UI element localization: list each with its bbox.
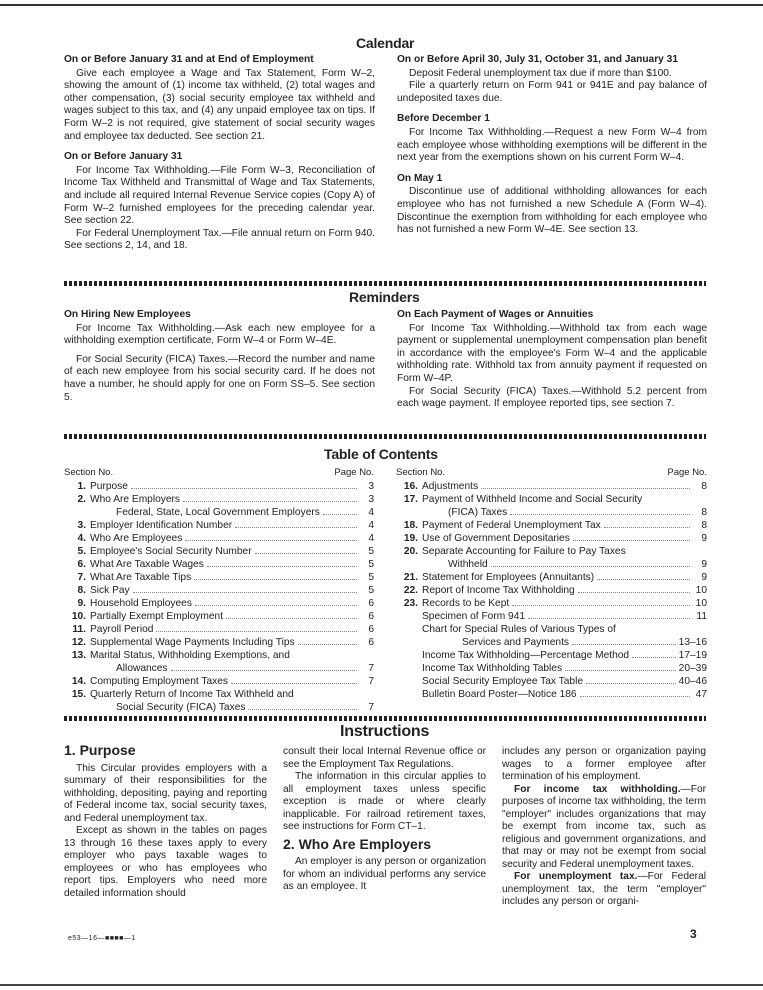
toc-entry-title: Bulletin Board Poster—Notice 186 <box>422 689 577 700</box>
toc-entry <box>396 519 707 532</box>
toc-entry <box>396 532 707 545</box>
toc-page-number: 13–16 <box>678 637 707 648</box>
toc-entry-title: Income Tax Withholding—Percentage Method <box>422 650 630 661</box>
toc-page-number: 11 <box>696 611 707 622</box>
toc-section-number: 19. <box>403 533 418 544</box>
toc-page-number: 5 <box>368 559 374 570</box>
instructions-title: Instructions <box>340 723 430 740</box>
toc-entry <box>396 610 707 623</box>
bold-lead: For unemployment tax. <box>514 871 638 882</box>
toc-section-number: 4. <box>77 533 86 544</box>
toc-leader <box>231 676 357 684</box>
toc-entry <box>64 545 374 558</box>
toc-entry <box>396 636 707 649</box>
toc-page-number: 47 <box>695 689 707 700</box>
toc-entry <box>396 558 707 571</box>
toc-leader <box>183 494 357 502</box>
toc-section-number: 1. <box>77 481 86 492</box>
toc-leader <box>323 507 357 515</box>
rem-para: For Income Tax Withholding.—Ask each new employee for a withholding exemption certificate, Form W–4 or Form W–4E. <box>64 322 375 347</box>
toc-leader <box>195 598 357 606</box>
toc-entry-title: Quarterly Return of Income Tax Withheld and <box>90 689 294 700</box>
toc-section-number: 8. <box>77 585 86 596</box>
toc-entry-title: Records to be Kept <box>422 598 510 609</box>
cal-para: For Income Tax Withholding.—File Form W–3, Reconciliation of Income Tax Withheld and Transmittal of Wage and Tax Statements, and include all required Internal Revenue Service copies (Copy A) of Form W–2 furnished employees for the preceding calendar year. See section 22. <box>64 164 375 227</box>
toc-entry-title: What Are Taxable Wages <box>90 559 204 570</box>
toc-entry <box>396 571 707 584</box>
toc-section-number: 3. <box>77 520 86 531</box>
toc-entry-title: Chart for Special Rules of Various Types of <box>422 624 616 635</box>
toc-leader <box>491 559 690 567</box>
toc-page-number: 9 <box>701 533 707 544</box>
toc-page-number: 17–19 <box>678 650 707 661</box>
toc-entry <box>64 519 374 532</box>
toc-entry <box>396 662 707 675</box>
toc-section-number: 6. <box>77 559 86 570</box>
instr-para: This Circular provides employers with a summary of their responsibilities for the withholding, depositing, paying and reporting of Federal income tax, social security taxes, and Federal unemployment tax. <box>64 762 267 824</box>
toc-entry <box>396 597 707 610</box>
toc-section-number: 12. <box>71 637 86 648</box>
toc-leader <box>255 546 357 554</box>
rem-para: For Social Security (FICA) Taxes.—Withhold 5.2 percent from each wage payment. If employee reported tips, see section 7. <box>397 385 707 410</box>
toc-page-number: 7 <box>368 663 374 674</box>
toc-entry <box>64 610 374 623</box>
toc-entry-title: Use of Government Depositaries <box>422 533 570 544</box>
top-rule <box>0 4 763 6</box>
toc-entry-title: Supplemental Wage Payments Including Tips <box>90 637 295 648</box>
toc-entry-title: Federal, State, Local Government Employers <box>116 507 320 518</box>
toc-page-number: 4 <box>368 533 374 544</box>
toc-section-number: 7. <box>77 572 86 583</box>
toc-section-number: 22. <box>403 585 418 596</box>
toc-leader <box>528 611 690 619</box>
toc-entry-title: Report of Income Tax Withholding <box>422 585 575 596</box>
toc-entry-title: (FICA) Taxes <box>448 507 508 518</box>
toc-leader <box>156 624 357 632</box>
toc-section-number: 14. <box>71 676 86 687</box>
toc-leader <box>573 533 690 541</box>
instr-para: includes any person or organization paying wages to a former employee after termination of his employment. <box>502 746 706 782</box>
instr-para <box>502 871 706 909</box>
toc-page-number: 4 <box>368 507 374 518</box>
toc-entry <box>396 688 707 701</box>
toc-entry-title: Marital Status, Withholding Exemptions, and <box>90 650 290 661</box>
toc-entry-title: Separate Accounting for Failure to Pay Taxes <box>422 546 626 557</box>
reminders-left <box>64 309 375 404</box>
toc-section-number: 11. <box>72 624 86 635</box>
rem-para: For Social Security (FICA) Taxes.—Record the number and name of each new employee from his social security card. If he does not have a number, he should apply for one on Form SS–5. See section 5. <box>64 353 375 403</box>
toc-section-number: 15. <box>71 689 86 700</box>
divider <box>64 281 706 286</box>
bold-lead: For income tax withholding. <box>514 783 681 795</box>
toc-page-number: 5 <box>368 572 374 583</box>
toc-section-number: 5. <box>77 546 86 557</box>
toc-page-number: 6 <box>368 624 374 635</box>
toc-entry-title: Household Employees <box>90 598 192 609</box>
toc-right <box>396 466 707 701</box>
toc-entry <box>396 480 707 493</box>
cal-heading: On or Before January 31 <box>64 151 183 163</box>
toc-entry <box>396 506 707 519</box>
toc-entry-title: Payment of Withheld Income and Social Security <box>422 494 643 505</box>
toc-entry <box>64 649 374 662</box>
instr-para: An employer is any person or organization for whom an individual performs any service as an employee. It <box>283 856 486 892</box>
toc-entry <box>64 480 374 493</box>
toc-entry-title: Employee's Social Security Number <box>90 546 252 557</box>
toc-page-number: 7 <box>368 702 374 713</box>
toc-leader <box>578 585 690 593</box>
toc-page-number: 20–39 <box>678 663 707 674</box>
toc-leader <box>604 520 690 528</box>
toc-entry-title: Withheld <box>448 559 488 570</box>
toc-entry <box>64 675 374 688</box>
toc-entry <box>396 584 707 597</box>
toc-entry <box>396 675 707 688</box>
section-heading: 1. Purpose <box>64 742 136 758</box>
toc-leader <box>235 520 357 528</box>
toc-page-number: 8 <box>701 507 707 518</box>
toc-entry-title: Purpose <box>90 481 128 492</box>
toc-section-number: 17. <box>403 494 418 505</box>
toc-entry-title: Statement for Employees (Annuitants) <box>422 572 595 583</box>
toc-page-number: 8 <box>701 520 707 531</box>
toc-page-number: 40–46 <box>678 676 707 687</box>
instr-col-2 <box>283 746 486 894</box>
para-text: —For Federal unemployment tax, the term "employer" includes any person or organi- <box>502 871 707 907</box>
toc-leader <box>133 585 357 593</box>
bottom-rule <box>0 984 763 986</box>
toc-leader <box>565 663 676 671</box>
cal-para: Deposit Federal unemployment tax due if more than $100. <box>409 67 672 79</box>
toc-entry-title: Partially Exempt Employment <box>90 611 224 622</box>
toc-page-number: 8 <box>701 481 707 492</box>
toc-page-label: Page No. <box>334 467 374 478</box>
toc-section-number: 20. <box>403 546 418 557</box>
cal-para: Give each employee a Wage and Tax Statement, Form W–2, showing the amount of (1) income tax withheld, (2) total wages and other compensation, (3) social security employee tax withheld and wages subject to this tax, and (4) any unpaid employee tax on tips. If Form W–2 is not required, give statement of social security wages and employee tax deducted. See section 21. <box>64 67 375 142</box>
para-text: —For purposes of income tax withholding, the term "employer" includes organizations that may be exempt from income tax, such as religious and government organizations, and that may or may not be exempt from social security and Federal unemployment taxes. <box>502 783 706 870</box>
calendar-title: Calendar <box>356 35 415 51</box>
toc-page-number: 3 <box>368 481 374 492</box>
calendar-left <box>64 54 375 253</box>
cal-heading: On May 1 <box>397 172 443 184</box>
toc-leader <box>248 702 357 710</box>
toc-entry <box>64 558 374 571</box>
toc-leader <box>226 611 357 619</box>
instr-para <box>502 784 706 872</box>
instr-col-1 <box>64 740 267 900</box>
reminders-title: Reminders <box>349 289 420 305</box>
cal-heading: On or Before January 31 and at End of Employment <box>64 54 314 65</box>
toc-entry-title: Employer Identification Number <box>90 520 233 531</box>
rem-heading: On Each Payment of Wages or Annuities <box>397 309 594 320</box>
toc-section-number: 16. <box>403 481 418 492</box>
toc-section-label: Section No. <box>396 467 446 478</box>
toc-entry-title: Sick Pay <box>90 585 130 596</box>
toc-page-label: Page No. <box>667 467 707 478</box>
section-heading: 2. Who Are Employers <box>283 835 432 852</box>
toc-entry <box>64 532 374 545</box>
toc-leader <box>131 481 357 489</box>
toc-entry <box>64 571 374 584</box>
toc-entry <box>64 701 374 714</box>
toc-page-number: 7 <box>368 676 374 687</box>
cal-heading: Before December 1 <box>397 113 490 125</box>
toc-entry-title: Specimen of Form 941 <box>422 611 526 622</box>
toc-page-number: 10 <box>695 598 707 609</box>
cal-para: Discontinue use of additional withholding allowances for each employee who has not furnished a new Schedule A (Form W–4). Discontinue the exemption from withholding for each employee who has not furnished a new Form W–4E. See section 13. <box>397 186 707 236</box>
toc-entry-title: Services and Payments <box>462 637 570 648</box>
toc-leader <box>597 572 690 580</box>
toc-entry-title: Allowances <box>116 663 168 674</box>
reminders-right <box>397 309 707 411</box>
toc-page-number: 9 <box>701 572 707 583</box>
toc-entry <box>64 506 374 519</box>
toc-entry-title: Payment of Federal Unemployment Tax <box>422 520 601 531</box>
toc-left <box>64 466 374 714</box>
cal-heading: On or Before April 30, July 31, October 31, and January 31 <box>397 54 679 65</box>
toc-section-number: 21. <box>403 572 418 583</box>
toc-entry-title: Adjustments <box>422 481 479 492</box>
toc-entry-title: Income Tax Withholding Tables <box>422 663 563 674</box>
toc-page-number: 5 <box>368 546 374 557</box>
toc-section-label: Section No. <box>64 467 114 478</box>
toc-entry <box>64 623 374 636</box>
footer-code: e53—16—■■■■—1 <box>68 935 136 942</box>
toc-leader <box>580 689 690 697</box>
cal-para: For Income Tax Withholding.—Request a new Form W–4 from each employee whose withholding exemptions will be different in the next year from the exemptions shown on his current Form W–4. <box>397 126 707 164</box>
toc-entry-title: What Are Taxable Tips <box>90 572 192 583</box>
toc-entry <box>396 493 707 506</box>
toc-leader <box>510 507 690 515</box>
instr-col-3 <box>502 746 706 909</box>
page-number: 3 <box>690 927 697 941</box>
instr-para: consult their local Internal Revenue office or see the Employment Tax Regulations. <box>283 746 486 770</box>
toc-leader <box>512 598 690 606</box>
toc-section-number: 10. <box>71 611 86 622</box>
cal-para: For Federal Unemployment Tax.—File annual return on Form 940. See sections 2, 14, and 18. <box>64 227 375 252</box>
instr-para: Except as shown in the tables on pages 13 through 16 these taxes apply to every employer who pays taxable wages to employees or who has employees who report tips. Employers who need more detailed information should <box>64 825 267 899</box>
toc-entry-title: Social Security (FICA) Taxes <box>116 702 246 713</box>
toc-entry-title: Payroll Period <box>90 624 154 635</box>
toc-page-number: 6 <box>368 598 374 609</box>
toc-page-number: 6 <box>368 611 374 622</box>
toc-title: Table of Contents <box>324 446 438 462</box>
toc-page-number: 3 <box>368 494 374 505</box>
toc-leader <box>632 650 676 658</box>
toc-leader <box>481 481 690 489</box>
toc-entry <box>396 545 707 558</box>
toc-leader <box>572 637 676 645</box>
toc-page-number: 6 <box>368 637 374 648</box>
rem-heading: On Hiring New Employees <box>64 309 191 320</box>
toc-entry <box>64 493 374 506</box>
toc-entry <box>64 584 374 597</box>
toc-section-number: 2. <box>77 494 86 505</box>
toc-entry-title: Who Are Employers <box>90 494 181 505</box>
toc-entry <box>64 597 374 610</box>
toc-leader <box>171 663 357 671</box>
toc-entry-title: Who Are Employees <box>90 533 183 544</box>
toc-leader <box>586 676 676 684</box>
toc-leader <box>194 572 357 580</box>
divider <box>64 716 706 721</box>
instr-para: The information in this circular applies to all employment taxes unless specific exception is made or where clearly inapplicable. For railroad retirement taxes, see instructions for Form CT–1. <box>283 771 486 832</box>
toc-entry-title: Computing Employment Taxes <box>90 676 228 687</box>
toc-entry <box>64 636 374 649</box>
cal-para: File a quarterly return on Form 941 or 941E and pay balance of undeposited taxes due. <box>397 80 707 104</box>
toc-section-number: 18. <box>403 520 418 531</box>
toc-entry <box>64 662 374 675</box>
toc-page-number: 5 <box>368 585 374 596</box>
divider <box>64 434 706 439</box>
toc-section-number: 9. <box>77 598 86 609</box>
toc-entry <box>396 623 707 636</box>
toc-leader <box>185 533 357 541</box>
toc-leader <box>298 637 357 645</box>
toc-page-number: 9 <box>701 559 707 570</box>
toc-section-number: 23. <box>403 598 418 609</box>
toc-entry-title: Social Security Employee Tax Table <box>422 676 584 687</box>
toc-leader <box>207 559 357 567</box>
toc-page-number: 10 <box>695 585 707 596</box>
toc-section-number: 13. <box>71 650 86 661</box>
toc-entry <box>64 688 374 701</box>
toc-page-number: 4 <box>368 520 374 531</box>
calendar-right <box>397 54 707 237</box>
toc-entry <box>396 649 707 662</box>
rem-para: For Income Tax Withholding.—Withhold tax from each wage payment or supplemental unemployment compensation plan benefit in accordance with the employee's Form W–4 and the applicable withholding rate. Withhold tax from annuity payment if requested on Form W–4P. <box>397 322 707 384</box>
